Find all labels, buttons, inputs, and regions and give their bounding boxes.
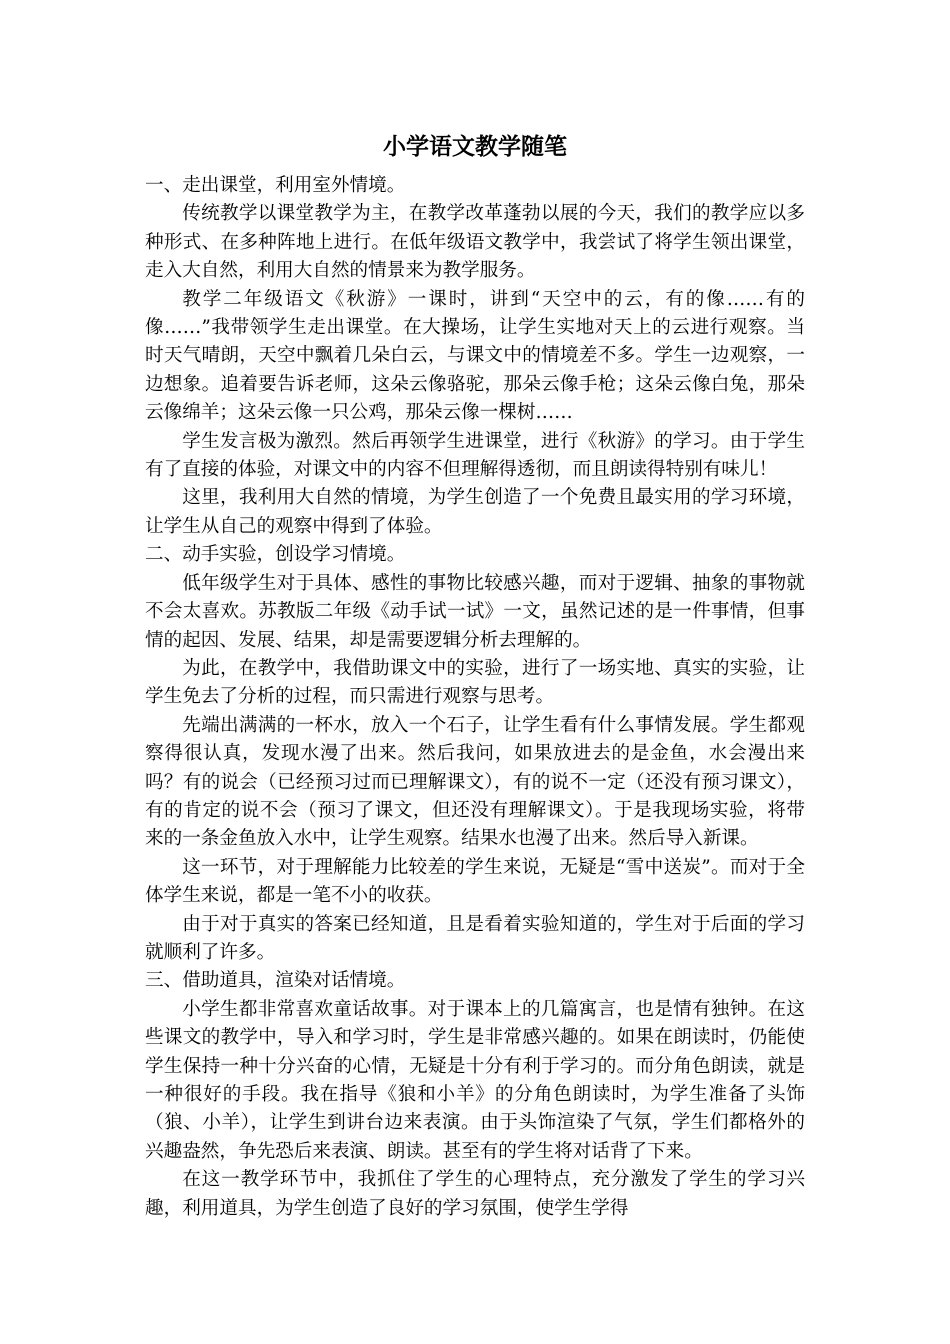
paragraph: 教学二年级语文《秋游》一课时，讲到“天空中的云，有的像……有的像……”我带领学生走出课堂。在大操场，让学生实地对天上的云进行观察。当时天气晴朗，天空中飘着几朵白云，与课文中的情境差不多。学生一边观察，一边想象。追着要告诉老师，这朵云像骆驼，那朵云像手枪；这朵云像白兔，那朵云像绵羊；这朵云像一只公鸡，那朵云像一棵树……	[145, 288, 805, 424]
section-heading: 三、借助道具，渲染对话情境。	[145, 970, 406, 992]
document-title: 小学语文教学随笔	[383, 133, 567, 160]
paragraph: 为此，在教学中，我借助课文中的实验，进行了一场实地、真实的实验，让学生免去了分析的过程，而只需进行观察与思考。	[145, 657, 805, 708]
paragraph: 在这一教学环节中，我抓住了学生的心理特点，充分激发了学生的学习兴趣，利用道具，为学生创造了良好的学习氛围，使学生学得	[145, 1169, 805, 1219]
paragraph: 由于对于真实的答案已经知道，且是看着实验知道的，学生对于后面的学习就顺利了许多。	[145, 913, 805, 963]
document-body	[145, 172, 805, 1223]
section-heading: 二、动手实验，创设学习情境。	[145, 544, 406, 566]
paragraph: 先端出满满的一杯水，放入一个石子，让学生看有什么事情发展。学生都观察得很认真，发现水漫了出来。然后我问，如果放进去的是金鱼，水会漫出来吗？有的说会（已经预习过而已理解课文），有的说不一定（还没有预习课文），有的肯定的说不会（预习了课文，但还没有理解课文）。于是我现场实验，将带来的一条金鱼放入水中，让学生观察。结果水也漫了出来。然后导入新课。	[145, 714, 805, 850]
paragraph: 传统教学以课堂教学为主，在教学改革蓬勃以展的今天，我们的教学应以多种形式、在多种阵地上进行。在低年级语文教学中，我尝试了将学生领出课堂，走入大自然，利用大自然的情景来为教学服务。	[145, 203, 805, 282]
paragraph: 这里，我利用大自然的情境，为学生创造了一个免费且最实用的学习环境，让学生从自己的观察中得到了体验。	[145, 487, 805, 537]
paragraph: 这一环节，对于理解能力比较差的学生来说，无疑是“雪中送炭”。而对于全体学生来说，都是一笔不小的收获。	[145, 856, 805, 907]
paragraph: 小学生都非常喜欢童话故事。对于课本上的几篇寓言，也是情有独钟。在这些课文的教学中，导入和学习时，学生是非常感兴趣的。如果在朗读时，仍能使学生保持一种十分兴奋的心情，无疑是十分有利于学习的。而分角色朗读，就是一种很好的手段。我在指导《狼和小羊》的分角色朗读时，为学生准备了头饰（狼、小羊），让学生到讲台边来表演。由于头饰渲染了气氛，学生们都格外的兴趣盎然，争先恐后来表演、朗读。甚至有的学生将对话背了下来。	[145, 998, 805, 1162]
paragraph: 低年级学生对于具体、感性的事物比较感兴趣，而对于逻辑、抽象的事物就不会太喜欢。苏教版二年级《动手试一试》一文，虽然记述的是一件事情，但事情的起因、发展、结果，却是需要逻辑分析去理解的。	[145, 572, 805, 651]
paragraph: 学生发言极为激烈。然后再领学生进课堂，进行《秋游》的学习。由于学生有了直接的体验，对课文中的内容不但理解得透彻，而且朗读得特别有味儿！	[145, 430, 805, 481]
section-heading: 一、走出课堂，利用室外情境。	[145, 175, 406, 196]
